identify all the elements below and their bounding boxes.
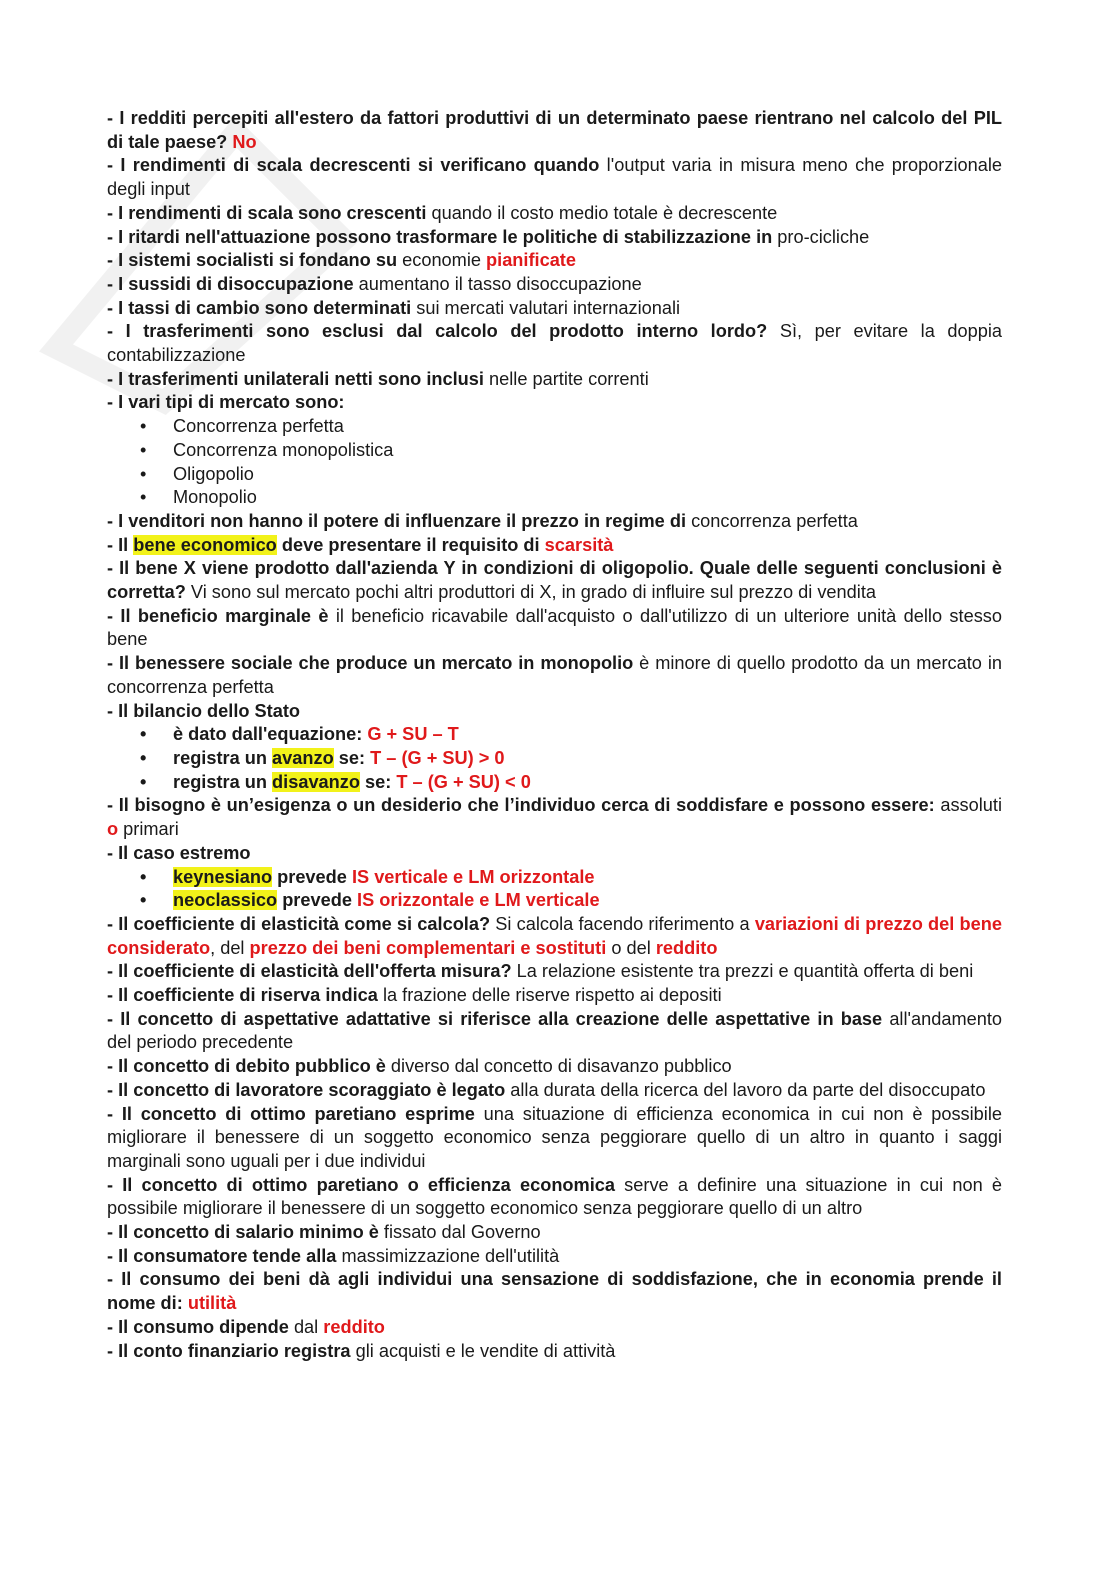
qa-entry-30: - Il consumo dipende dal reddito xyxy=(107,1316,385,1337)
qa-entry-25: - Il concetto di ottimo paretiano esprime una situazione di efficienza economica in cui non è possibile migliorare il benessere di un soggetto economico senza peggiorare quello di un altro in quanto i saggi marginali sono uguali per i due individui xyxy=(107,1103,1002,1171)
qa-entry-3: - I rendimenti di scala sono crescenti quando il costo medio totale è decrescente xyxy=(107,202,778,223)
qa-entry-23: - Il concetto di debito pubblico è diverso dal concetto di disavanzo pubblico xyxy=(107,1056,732,1077)
qa-entry-15: - Il benessere sociale che produce un mercato in monopolio è minore di quello prodotto da un mercato in concorrenza perfetta xyxy=(107,653,1002,697)
qa-entry-1: - I redditi percepiti all'estero da fattori produttivi di un determinato paese rientrano nel calcolo del PIL di tale paese? No xyxy=(107,108,1002,152)
qa-entry-10: - I vari tipi di mercato sono: xyxy=(107,392,345,413)
qa-entry-9: - I trasferimenti unilaterali netti sono inclusi nelle partite correnti xyxy=(107,368,649,389)
list-item: • è dato dall'equazione: G + SU – T xyxy=(140,723,1002,747)
qa-entry-28: - Il consumatore tende alla massimizzazione dell'utilità xyxy=(107,1245,560,1266)
qa-entry-26: - Il concetto di ottimo paretiano o efficienza economica serve a definire una situazione in cui non è possibile migliorare il benessere di un soggetto economico senza peggiorare quello di un altro xyxy=(107,1174,1002,1219)
qa-entry-6: - I sussidi di disoccupazione aumentano il tasso disoccupazione xyxy=(107,273,642,294)
qa-entry-14: - Il beneficio marginale è il beneficio ricavabile dall'acquisto o dall'utilizzo di un ulteriore unità dello stesso bene xyxy=(107,605,1003,650)
qa-entry-7: - I tassi di cambio sono determinati sui mercati valutari internazionali xyxy=(107,297,681,318)
qa-entry-11: - I venditori non hanno il potere di influenzare il prezzo in regime di concorrenza perfetta xyxy=(107,510,858,531)
caso-estremo-list xyxy=(107,866,1002,913)
list-item: • Oligopolio xyxy=(140,463,1002,487)
document-page xyxy=(107,107,1002,1363)
list-item: • registra un disavanzo se: T – (G + SU) < 0 xyxy=(140,771,1002,795)
qa-entry-13: - Il bene X viene prodotto dall'azienda Y in condizioni di oligopolio. Quale delle seguenti conclusioni è corretta? Vi sono sul mercato pochi altri produttori di X, in grado di influire sul prezzo di vendita xyxy=(107,558,1002,603)
list-item: • Monopolio xyxy=(140,486,1002,510)
qa-entry-12: - Il bene economico deve presentare il requisito di scarsità xyxy=(107,534,614,555)
qa-entry-27: - Il concetto di salario minimo è fissato dal Governo xyxy=(107,1222,541,1243)
market-types-list xyxy=(107,415,1002,510)
qa-entry-19: - Il coefficiente di elasticità come si calcola? Si calcola facendo riferimento a variazioni di prezzo del bene considerato, del prezzo dei beni complementari e sostituti o del reddito xyxy=(107,913,1002,958)
qa-entry-5: - I sistemi socialisti si fondano su economie pianificate xyxy=(107,250,576,271)
qa-entry-29: - Il consumo dei beni dà agli individui una sensazione di soddisfazione, che in economia prende il nome di: utilità xyxy=(107,1269,1002,1314)
bilancio-list xyxy=(107,723,1002,794)
qa-entry-4: - I ritardi nell'attuazione possono trasformare le politiche di stabilizzazione in pro-cicliche xyxy=(107,226,870,247)
qa-entry-24: - Il concetto di lavoratore scoraggiato è legato alla durata della ricerca del lavoro da parte del disoccupato xyxy=(107,1079,986,1100)
list-item: • Concorrenza monopolistica xyxy=(140,439,1002,463)
list-item: • registra un avanzo se: T – (G + SU) > 0 xyxy=(140,747,1002,771)
list-item: • Concorrenza perfetta xyxy=(140,415,1002,439)
qa-entry-8: - I trasferimenti sono esclusi dal calcolo del prodotto interno lordo? Sì, per evitare la doppia contabilizzazione xyxy=(107,321,1002,366)
list-item: • keynesiano prevede IS verticale e LM orizzontale xyxy=(140,866,1002,890)
qa-entry-2: - I rendimenti di scala decrescenti si verificano quando l'output varia in misura meno che proporzionale degli input xyxy=(107,155,1002,200)
qa-entry-18: - Il caso estremo xyxy=(107,842,251,863)
qa-entry-31: - Il conto finanziario registra gli acquisti e le vendite di attività xyxy=(107,1340,616,1361)
qa-entry-20: - Il coefficiente di elasticità dell'offerta misura? La relazione esistente tra prezzi e quantità offerta di beni xyxy=(107,961,974,982)
qa-entry-22: - Il concetto di aspettative adattative si riferisce alla creazione delle aspettative in base all'andamento del periodo precedente xyxy=(107,1008,1002,1053)
qa-entry-21: - Il coefficiente di riserva indica la frazione delle riserve rispetto ai depositi xyxy=(107,985,722,1006)
list-item: • neoclassico prevede IS orizzontale e LM verticale xyxy=(140,889,1002,913)
qa-entry-17: - Il bisogno è un’esigenza o un desiderio che l’individuo cerca di soddisfare e possono essere: assoluti o primari xyxy=(107,795,1002,840)
qa-entry-16: - Il bilancio dello Stato xyxy=(107,700,301,721)
